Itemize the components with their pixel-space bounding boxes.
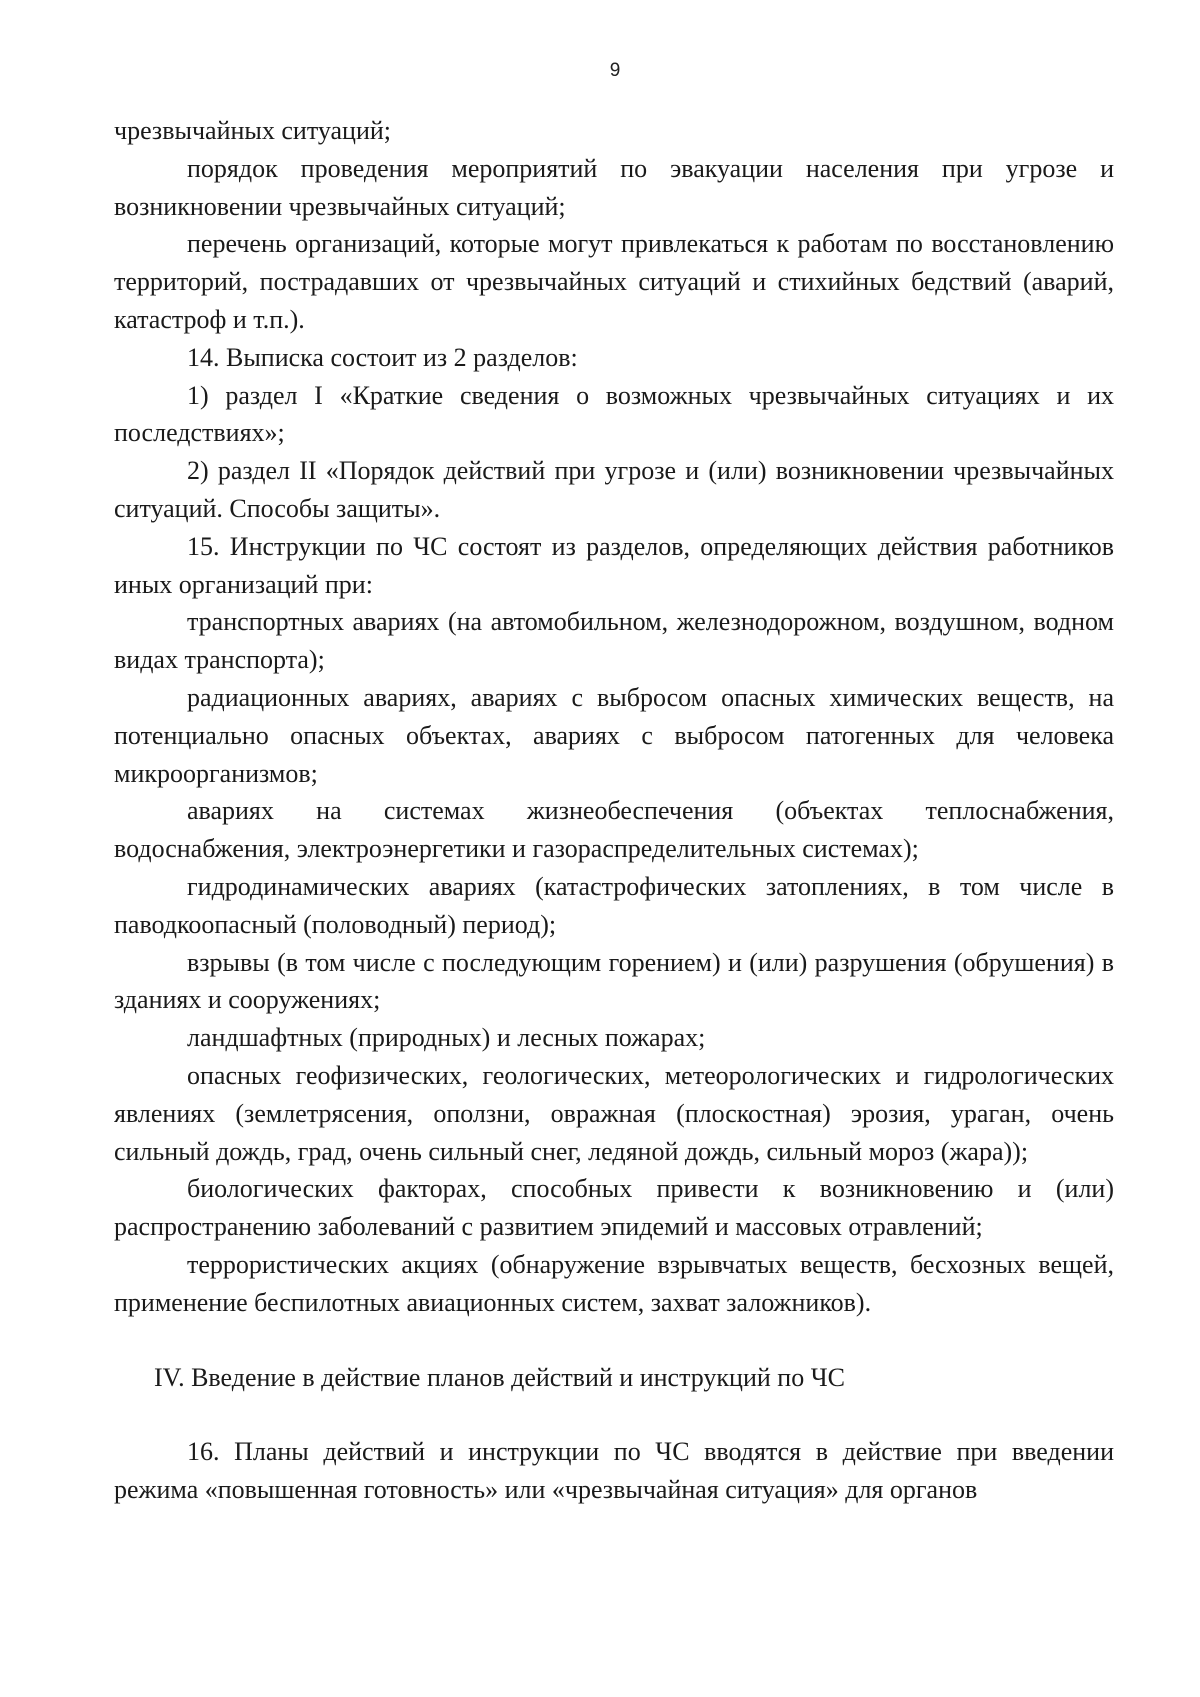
paragraph: 16. Планы действий и инструкции по ЧС вводятся в действие при введении режима «повышенная готовность» или «чрезвычайная ситуация» для органов xyxy=(114,1437,1114,1505)
paragraph: опасных геофизических, геологических, метеорологических и гидрологических явлениях (землетрясения, оползни, овражная (плоскостная) эрозия, ураган, очень сильный дождь, град, очень сильный снег, ледяной дождь, сильный мороз (жара)); xyxy=(114,1060,1114,1166)
paragraph: взрывы (в том числе с последующим горением) и (или) разрушения (обрушения) в зданиях и сооружениях; xyxy=(114,947,1114,1015)
paragraph: биологических факторах, способных привести к возникновению и (или) распространению заболеваний с развитием эпидемий и массовых отравлений; xyxy=(114,1174,1114,1242)
paragraph: чрезвычайных ситуаций; xyxy=(114,116,391,145)
section-heading: IV. Введение в действие планов действий и инструкций по ЧС xyxy=(154,1362,845,1392)
paragraph: 1) раздел I «Краткие сведения о возможных чрезвычайных ситуациях и их последствиях»; xyxy=(114,380,1114,448)
page-number: 9 xyxy=(609,60,621,81)
paragraph: 2) раздел II «Порядок действий при угрозе и (или) возникновении чрезвычайных ситуаций. Способы защиты». xyxy=(114,456,1114,523)
paragraph: перечень организаций, которые могут привлекаться к работам по восстановлению территорий, пострадавших от чрезвычайных ситуаций и стихийных бедствий (аварий, катастроф и т.п.). xyxy=(114,229,1114,334)
paragraph: порядок проведения мероприятий по эвакуации населения при угрозе и возникновении чрезвычайных ситуаций; xyxy=(114,153,1114,221)
paragraph: 15. Инструкции по ЧС состоят из разделов, определяющих действия работников иных организаций при: xyxy=(114,531,1114,599)
document-body xyxy=(114,112,1114,1509)
paragraph: террористических акциях (обнаружение взрывчатых веществ, бесхозных вещей, применение беспилотных авиационных систем, захват заложников). xyxy=(114,1249,1114,1317)
paragraph: авариях на системах жизнеобеспечения (объектах теплоснабжения, водоснабжения, электроэнергетики и газораспределительных системах); xyxy=(114,796,1114,864)
paragraph: радиационных авариях, авариях с выбросом опасных химических веществ, на потенциально опасных объектах, авариях с выбросом патогенных для человека микроорганизмов; xyxy=(114,682,1114,788)
paragraph: гидродинамических авариях (катастрофических затоплениях, в том числе в паводкоопасный (половодный) период); xyxy=(114,871,1114,939)
paragraph: транспортных авариях (на автомобильном, железнодорожном, воздушном, водном видах транспорта); xyxy=(114,607,1114,675)
paragraph: ландшафтных (природных) и лесных пожарах; xyxy=(187,1023,706,1053)
paragraph: 14. Выписка состоит из 2 разделов: xyxy=(187,342,578,372)
